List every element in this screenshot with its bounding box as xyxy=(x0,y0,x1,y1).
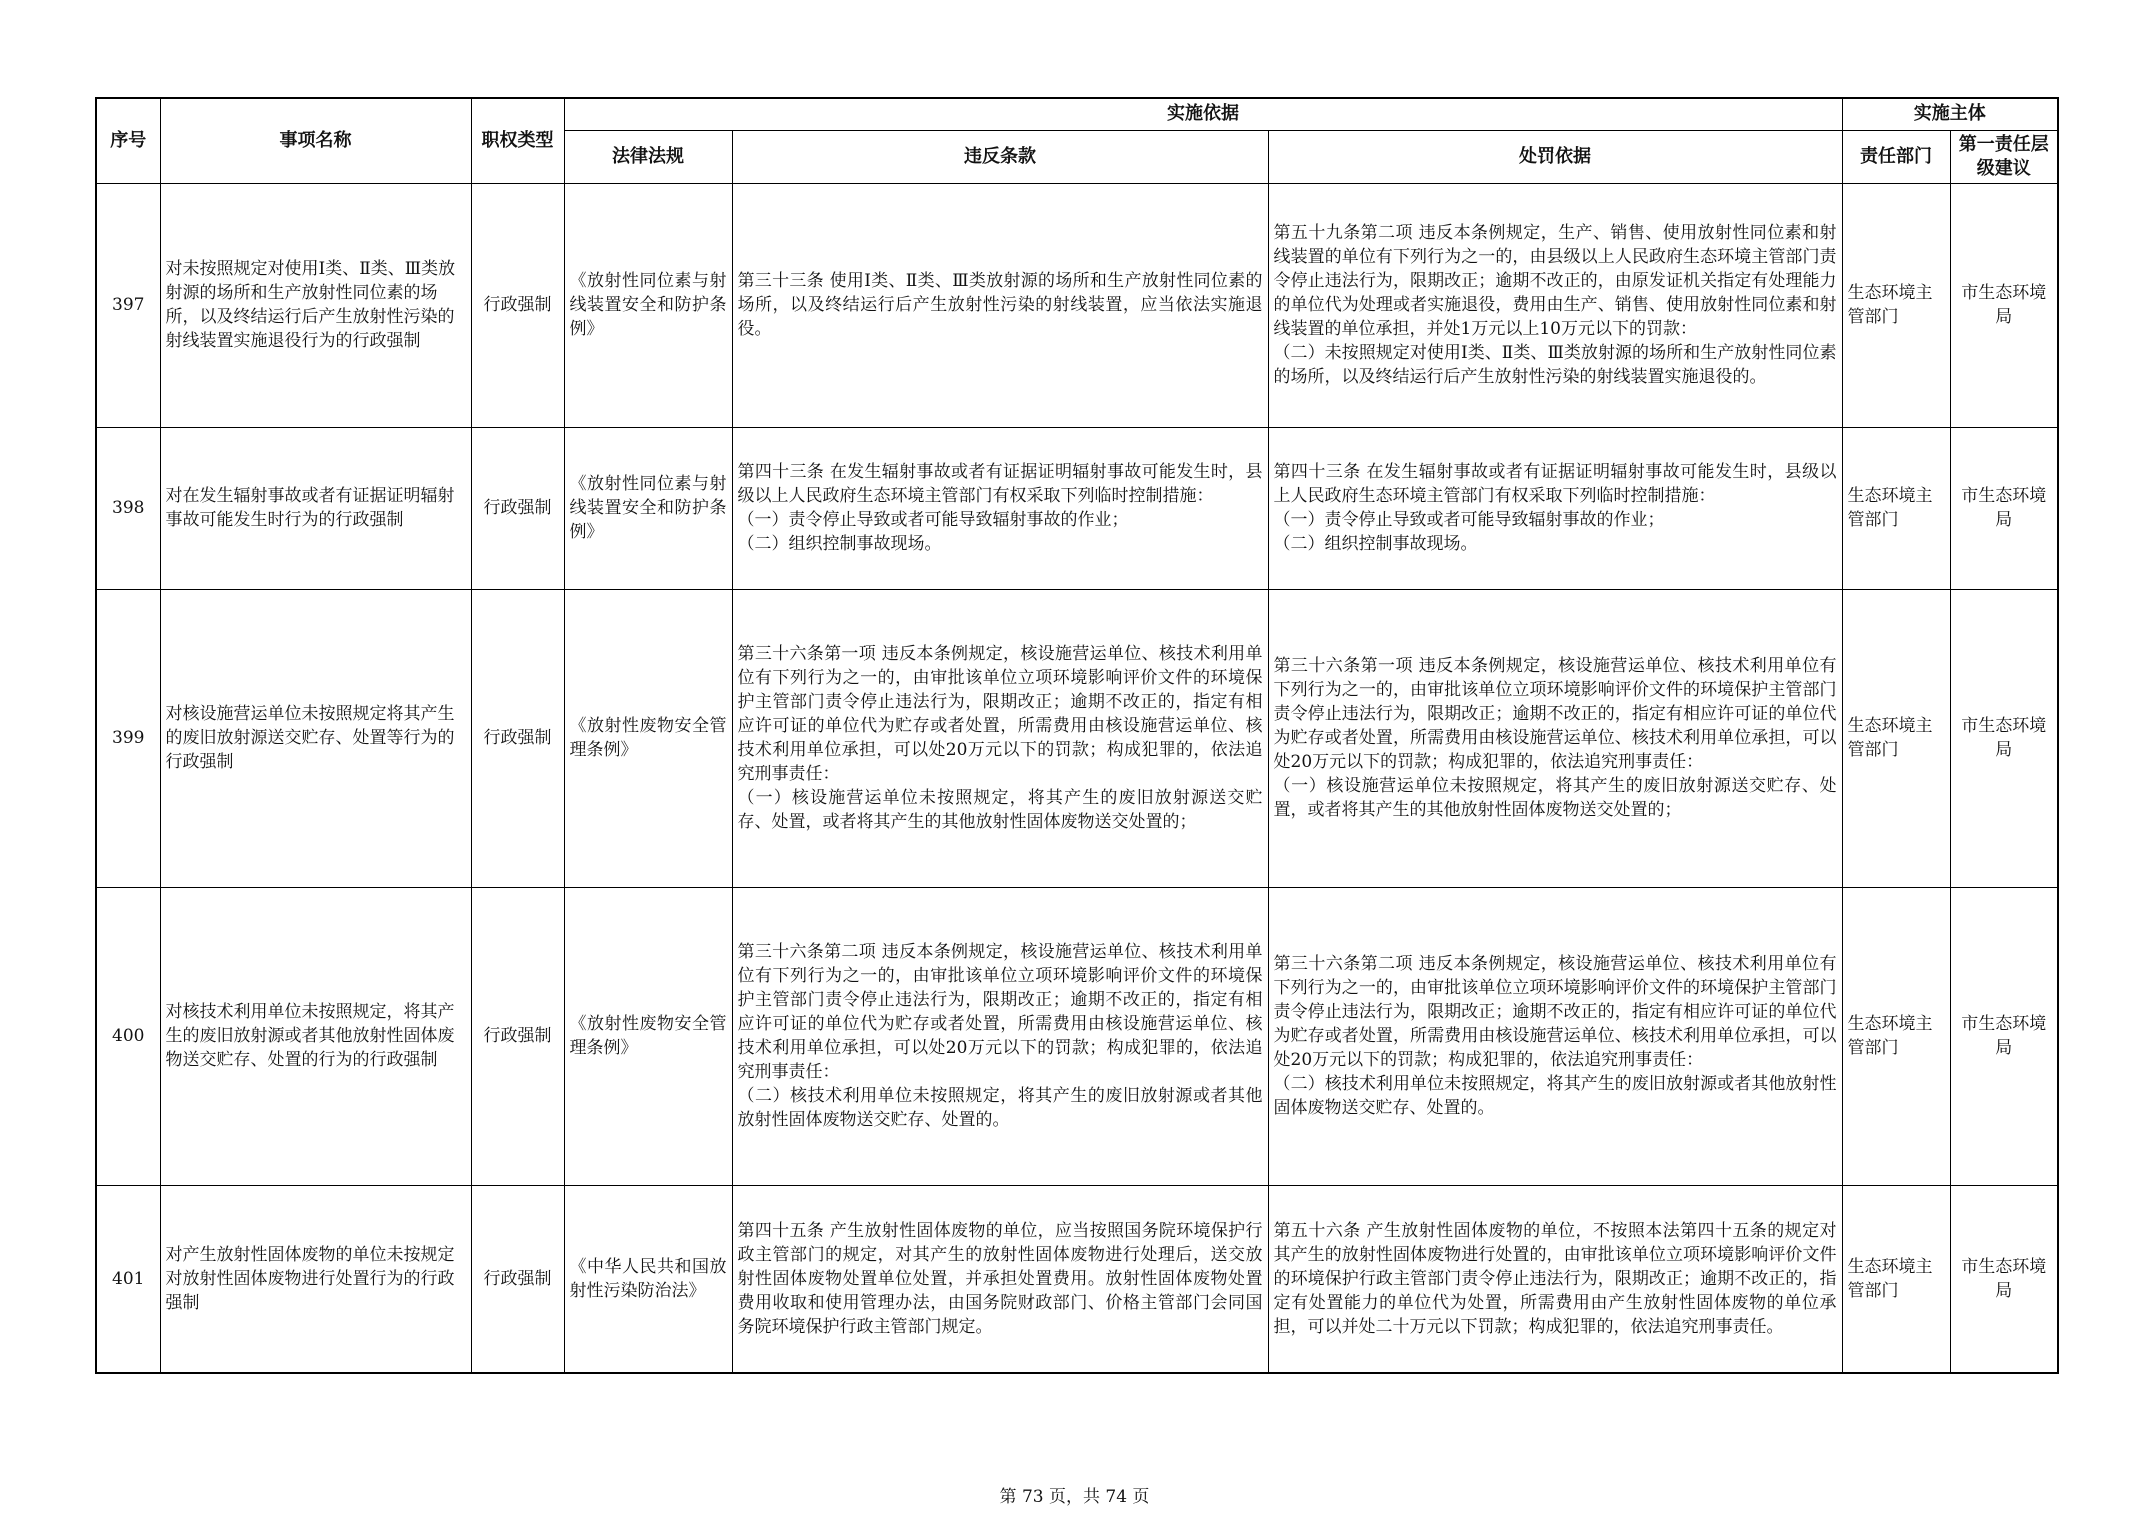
row-seq: 400 xyxy=(96,887,160,1185)
row-violation: 第三十三条 使用Ⅰ类、Ⅱ类、Ⅲ类放射源的场所和生产放射性同位素的场所，以及终结运行后产生放射性污染的射线装置，应当依法实施退役。 xyxy=(732,183,1268,427)
row-item-name: 对在发生辐射事故或者有证据证明辐射事故可能发生时行为的行政强制 xyxy=(160,427,471,589)
row-item-name: 对产生放射性固体废物的单位未按规定对放射性固体废物进行处置行为的行政强制 xyxy=(160,1185,471,1373)
row-dept: 生态环境主管部门 xyxy=(1842,1185,1950,1373)
table-row xyxy=(96,589,2058,887)
row-power-type: 行政强制 xyxy=(471,427,564,589)
row-level: 市生态环境局 xyxy=(1950,887,2058,1185)
row-penalty: 第四十三条 在发生辐射事故或者有证据证明辐射事故可能发生时，县级以上人民政府生态环境主管部门有权采取下列临时控制措施： （一）责令停止导致或者可能导致辐射事故的作业； （二）组织控制事故现场。 xyxy=(1268,427,1842,589)
table-row xyxy=(96,1185,2058,1373)
header-law: 法律法规 xyxy=(564,130,732,183)
row-power-type: 行政强制 xyxy=(471,887,564,1185)
row-penalty: 第五十六条 产生放射性固体废物的单位，不按照本法第四十五条的规定对其产生的放射性固体废物进行处置的，由审批该单位立项环境影响评价文件的环境保护行政主管部门责令停止违法行为，限期改正；逾期不改正的，指定有处置能力的单位代为处置，所需费用由产生放射性固体废物的单位承担，可以并处二十万元以下罚款；构成犯罪的，依法追究刑事责任。 xyxy=(1268,1185,1842,1373)
row-dept: 生态环境主管部门 xyxy=(1842,427,1950,589)
row-power-type: 行政强制 xyxy=(471,183,564,427)
row-item-name: 对核技术利用单位未按照规定，将其产生的废旧放射源或者其他放射性固体废物送交贮存、处置的行为的行政强制 xyxy=(160,887,471,1185)
row-violation: 第三十六条第一项 违反本条例规定，核设施营运单位、核技术利用单位有下列行为之一的，由审批该单位立项环境影响评价文件的环境保护主管部门责令停止违法行为，限期改正；逾期不改正的，指定有相应许可证的单位代为贮存或者处置，所需费用由核设施营运单位、核技术利用单位承担，可以处20万元以下的罚款；构成犯罪的，依法追究刑事责任： （一）核设施营运单位未按照规定，将其产生的废旧放射源送交贮存、处置，或者将其产生的其他放射性固体废物送交处置的； xyxy=(732,589,1268,887)
header-item-name: 事项名称 xyxy=(160,98,471,183)
row-law: 《放射性废物安全管理条例》 xyxy=(564,589,732,887)
row-violation: 第四十三条 在发生辐射事故或者有证据证明辐射事故可能发生时，县级以上人民政府生态环境主管部门有权采取下列临时控制措施： （一）责令停止导致或者可能导致辐射事故的作业； （二）组织控制事故现场。 xyxy=(732,427,1268,589)
row-dept: 生态环境主管部门 xyxy=(1842,183,1950,427)
row-dept: 生态环境主管部门 xyxy=(1842,887,1950,1185)
header-violation: 违反条款 xyxy=(732,130,1268,183)
row-item-name: 对核设施营运单位未按照规定将其产生的废旧放射源送交贮存、处置等行为的行政强制 xyxy=(160,589,471,887)
row-violation: 第四十五条 产生放射性固体废物的单位，应当按照国务院环境保护行政主管部门的规定，对其产生的放射性固体废物进行处理后，送交放射性固体废物处置单位处置，并承担处置费用。放射性固体废物处置费用收取和使用管理办法，由国务院财政部门、价格主管部门会同国务院环境保护行政主管部门规定。 xyxy=(732,1185,1268,1373)
row-law: 《放射性废物安全管理条例》 xyxy=(564,887,732,1185)
header-level: 第一责任层级建议 xyxy=(1950,130,2058,183)
row-penalty: 第三十六条第二项 违反本条例规定，核设施营运单位、核技术利用单位有下列行为之一的，由审批该单位立项环境影响评价文件的环境保护主管部门责令停止违法行为，限期改正；逾期不改正的，指定有相应许可证的单位代为贮存或者处置，所需费用由核设施营运单位、核技术利用单位承担，可以处20万元以下的罚款；构成犯罪的，依法追究刑事责任： （二）核技术利用单位未按照规定，将其产生的废旧放射源或者其他放射性固体废物送交贮存、处置的。 xyxy=(1268,887,1842,1185)
row-level: 市生态环境局 xyxy=(1950,1185,2058,1373)
header-subject-group: 实施主体 xyxy=(1842,98,2058,130)
row-law: 《中华人民共和国放射性污染防治法》 xyxy=(564,1185,732,1373)
row-seq: 401 xyxy=(96,1185,160,1373)
row-seq: 397 xyxy=(96,183,160,427)
row-level: 市生态环境局 xyxy=(1950,589,2058,887)
header-power-type: 职权类型 xyxy=(471,98,564,183)
table-row xyxy=(96,183,2058,427)
table-row xyxy=(96,887,2058,1185)
header-basis-group: 实施依据 xyxy=(564,98,1842,130)
row-law: 《放射性同位素与射线装置安全和防护条例》 xyxy=(564,183,732,427)
row-item-name: 对未按照规定对使用Ⅰ类、Ⅱ类、Ⅲ类放射源的场所和生产放射性同位素的场所，以及终结运行后产生放射性污染的射线装置实施退役行为的行政强制 xyxy=(160,183,471,427)
header-seq: 序号 xyxy=(96,98,160,183)
row-dept: 生态环境主管部门 xyxy=(1842,589,1950,887)
row-level: 市生态环境局 xyxy=(1950,183,2058,427)
row-seq: 398 xyxy=(96,427,160,589)
row-power-type: 行政强制 xyxy=(471,589,564,887)
row-seq: 399 xyxy=(96,589,160,887)
row-penalty: 第五十九条第二项 违反本条例规定，生产、销售、使用放射性同位素和射线装置的单位有下列行为之一的，由县级以上人民政府生态环境主管部门责令停止违法行为，限期改正；逾期不改正的，由原发证机关指定有处理能力的单位代为处理或者实施退役，费用由生产、销售、使用放射性同位素和射线装置的单位承担，并处1万元以上10万元以下的罚款： （二）未按照规定对使用Ⅰ类、Ⅱ类、Ⅲ类放射源的场所和生产放射性同位素的场所，以及终结运行后产生放射性污染的射线装置实施退役的。 xyxy=(1268,183,1842,427)
row-level: 市生态环境局 xyxy=(1950,427,2058,589)
row-power-type: 行政强制 xyxy=(471,1185,564,1373)
page-number: 第 73 页，共 74 页 xyxy=(999,1487,1150,1507)
enforcement-items-table xyxy=(95,97,2059,1374)
row-penalty: 第三十六条第一项 违反本条例规定，核设施营运单位、核技术利用单位有下列行为之一的，由审批该单位立项环境影响评价文件的环境保护主管部门责令停止违法行为，限期改正；逾期不改正的，指定有相应许可证的单位代为贮存或者处置，所需费用由核设施营运单位、核技术利用单位承担，可以处20万元以下的罚款；构成犯罪的，依法追究刑事责任： （一）核设施营运单位未按照规定，将其产生的废旧放射源送交贮存、处置，或者将其产生的其他放射性固体废物送交处置的； xyxy=(1268,589,1842,887)
row-law: 《放射性同位素与射线装置安全和防护条例》 xyxy=(564,427,732,589)
header-penalty: 处罚依据 xyxy=(1268,130,1842,183)
header-dept: 责任部门 xyxy=(1842,130,1950,183)
row-violation: 第三十六条第二项 违反本条例规定，核设施营运单位、核技术利用单位有下列行为之一的，由审批该单位立项环境影响评价文件的环境保护主管部门责令停止违法行为，限期改正；逾期不改正的，指定有相应许可证的单位代为贮存或者处置，所需费用由核设施营运单位、核技术利用单位承担，可以处20万元以下的罚款；构成犯罪的，依法追究刑事责任： （二）核技术利用单位未按照规定，将其产生的废旧放射源或者其他放射性固体废物送交贮存、处置的。 xyxy=(732,887,1268,1185)
table-row xyxy=(96,427,2058,589)
